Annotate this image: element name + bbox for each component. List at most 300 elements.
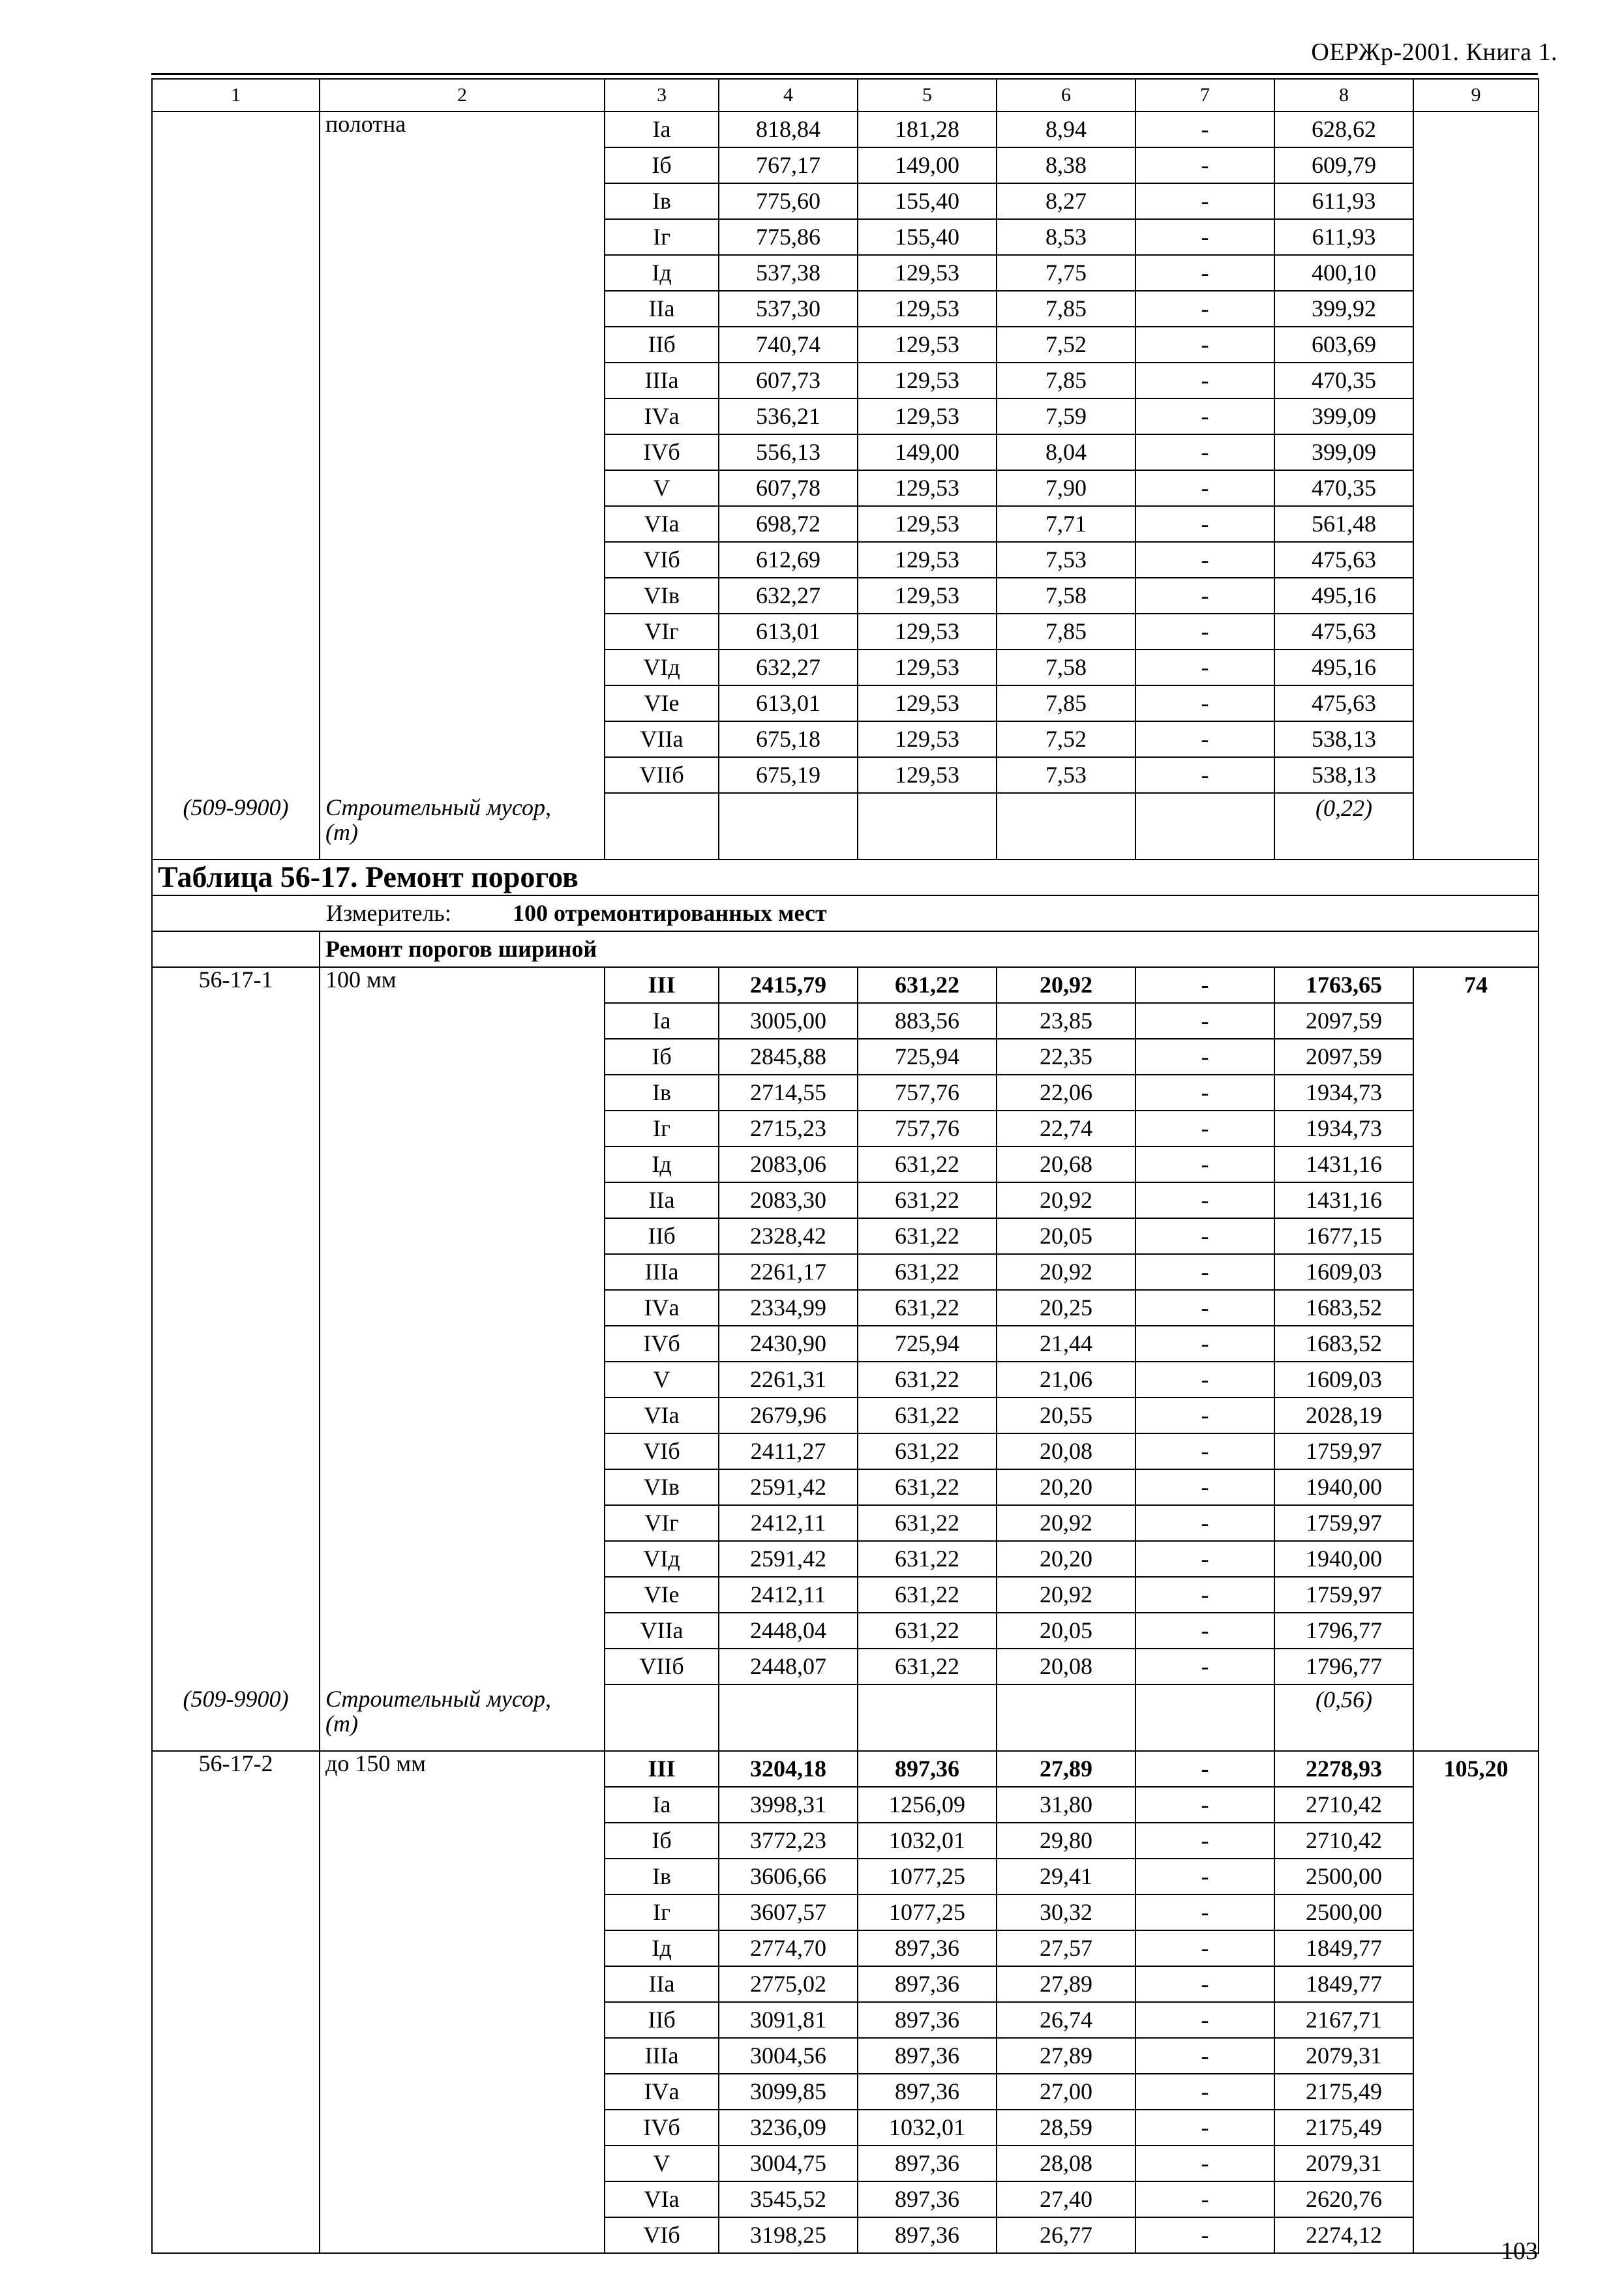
- value-cell: -: [1135, 1469, 1274, 1505]
- blank-cell: [152, 112, 320, 147]
- value-cell: 675,19: [719, 757, 858, 793]
- value-cell: 7,58: [997, 650, 1135, 685]
- column-number: 1: [152, 79, 320, 112]
- item-name-cell: [320, 578, 605, 614]
- table-row: [152, 470, 1539, 506]
- item-name-cell: [320, 2217, 605, 2253]
- column-number: 2: [320, 79, 605, 112]
- value-cell: 2028,19: [1274, 1398, 1413, 1433]
- item-name-cell: [320, 1966, 605, 2002]
- value-cell: -: [1135, 685, 1274, 721]
- col9-cell: [1413, 2110, 1539, 2146]
- value-cell: 2274,12: [1274, 2217, 1413, 2253]
- value-cell: 399,09: [1274, 434, 1413, 470]
- value-cell: 129,53: [858, 721, 997, 757]
- item-name-cell: [320, 1182, 605, 1218]
- item-code-cell: [152, 2038, 320, 2074]
- value-cell: 129,53: [858, 685, 997, 721]
- col9-cell: [1413, 2181, 1539, 2217]
- table-row: [152, 1326, 1539, 1362]
- value-cell: 8,38: [997, 147, 1135, 183]
- resource-unit: (т): [325, 818, 358, 845]
- zone-cell: VIг: [605, 614, 719, 650]
- value-cell: -: [1135, 1541, 1274, 1577]
- zone-cell: Iг: [605, 1894, 719, 1930]
- zone-cell: IVб: [605, 1326, 719, 1362]
- value-cell: -: [1135, 1751, 1274, 1787]
- header-rule: [151, 73, 1538, 75]
- value-cell: 22,74: [997, 1111, 1135, 1146]
- table-row: [152, 327, 1539, 363]
- value-cell: -: [1135, 578, 1274, 614]
- value-cell: 1683,52: [1274, 1326, 1413, 1362]
- value-cell: -: [1135, 1649, 1274, 1684]
- value-cell: 1759,97: [1274, 1577, 1413, 1613]
- blank-cell: [152, 685, 320, 721]
- table-row: [152, 1039, 1539, 1075]
- value-cell: 2175,49: [1274, 2074, 1413, 2110]
- col9-cell: [1413, 1930, 1539, 1966]
- table-row: [152, 757, 1539, 793]
- value-cell: 20,92: [997, 1182, 1135, 1218]
- value-cell: -: [1135, 2074, 1274, 2110]
- column-number: 7: [1135, 79, 1274, 112]
- table-row: [152, 614, 1539, 650]
- blank-cell: [152, 255, 320, 291]
- resource-code-cell: (509-9900): [152, 793, 320, 860]
- column-number: 5: [858, 79, 997, 112]
- col9-cell: [1413, 147, 1539, 183]
- item-name-cell: [320, 1326, 605, 1362]
- value-cell: 897,36: [858, 2181, 997, 2217]
- table-row: [152, 2146, 1539, 2181]
- value-cell: 2278,93: [1274, 1751, 1413, 1787]
- item-name-cell: [320, 470, 605, 506]
- value-cell: 129,53: [858, 363, 997, 398]
- value-cell: 2415,79: [719, 967, 858, 1003]
- value-cell: 3005,00: [719, 1003, 858, 1039]
- value-cell: 3772,23: [719, 1823, 858, 1859]
- zone-cell: VIа: [605, 2181, 719, 2217]
- col9-cell: [1413, 2002, 1539, 2038]
- table-row: [152, 2074, 1539, 2110]
- item-code-cell: [152, 1182, 320, 1218]
- value-cell: 7,59: [997, 398, 1135, 434]
- table-row: [152, 1075, 1539, 1111]
- col9-cell: [1413, 1326, 1539, 1362]
- item-name-cell: [320, 650, 605, 685]
- item-name-cell: [320, 1823, 605, 1859]
- value-cell: -: [1135, 506, 1274, 542]
- rates-table: [151, 78, 1539, 2254]
- item-code-cell: [152, 1111, 320, 1146]
- value-cell: 7,85: [997, 363, 1135, 398]
- value-cell: -: [1135, 1003, 1274, 1039]
- col9-cell: [1413, 1111, 1539, 1146]
- table-row: [152, 1362, 1539, 1398]
- value-cell: 30,32: [997, 1894, 1135, 1930]
- value-cell: 495,16: [1274, 650, 1413, 685]
- value-cell: 2079,31: [1274, 2038, 1413, 2074]
- value-cell: 2097,59: [1274, 1003, 1413, 1039]
- table-row: [152, 1146, 1539, 1182]
- zone-cell: V: [605, 1362, 719, 1398]
- value-cell: 20,92: [997, 1505, 1135, 1541]
- item-name-cell: [320, 1649, 605, 1684]
- value-cell: -: [1135, 757, 1274, 793]
- col9-cell: [1413, 1039, 1539, 1075]
- table-row: [152, 291, 1539, 327]
- value-cell: -: [1135, 363, 1274, 398]
- value-cell: 27,57: [997, 1930, 1135, 1966]
- table-row: [152, 112, 1539, 147]
- col9-cell: [1413, 1541, 1539, 1577]
- value-cell: 1677,15: [1274, 1218, 1413, 1254]
- table-title-row: [152, 860, 1539, 895]
- table-row: [152, 2038, 1539, 2074]
- value-cell: 20,05: [997, 1613, 1135, 1649]
- value-cell: 631,22: [858, 1577, 997, 1613]
- blank-cell: [152, 147, 320, 183]
- value-cell: 475,63: [1274, 614, 1413, 650]
- item-name-cell: [320, 363, 605, 398]
- zone-cell: VIб: [605, 2217, 719, 2253]
- item-name-cell: [320, 291, 605, 327]
- resource-name-cell: [320, 1684, 605, 1751]
- value-cell: 612,69: [719, 542, 858, 578]
- zone-cell: Iб: [605, 1823, 719, 1859]
- value-cell: 631,22: [858, 967, 997, 1003]
- value-cell: 3606,66: [719, 1859, 858, 1894]
- value-cell: 27,89: [997, 2038, 1135, 2074]
- blank-cell: [719, 1684, 858, 1751]
- section-row: [152, 931, 1539, 967]
- value-cell: 7,85: [997, 291, 1135, 327]
- table-row: [152, 1894, 1539, 1930]
- page-number: 103: [1501, 2237, 1538, 2265]
- value-cell: -: [1135, 2146, 1274, 2181]
- value-cell: -: [1135, 147, 1274, 183]
- blank-cell: [152, 578, 320, 614]
- value-cell: 20,92: [997, 1254, 1135, 1290]
- item-name-cell: [320, 685, 605, 721]
- col9-cell: [1413, 398, 1539, 434]
- value-cell: 475,63: [1274, 542, 1413, 578]
- zone-cell: V: [605, 470, 719, 506]
- value-cell: -: [1135, 1894, 1274, 1930]
- zone-cell: Iа: [605, 1003, 719, 1039]
- value-cell: 1849,77: [1274, 1966, 1413, 2002]
- col9-cell: [1413, 1966, 1539, 2002]
- item-code-cell: [152, 2002, 320, 2038]
- item-code-cell: [152, 1930, 320, 1966]
- value-cell: 2620,76: [1274, 2181, 1413, 2217]
- item-name-cell: [320, 327, 605, 363]
- zone-cell: VIа: [605, 1398, 719, 1433]
- col9-cell: [1413, 721, 1539, 757]
- blank-cell: [152, 183, 320, 219]
- item-name-cell: [320, 1146, 605, 1182]
- table-row: [152, 1859, 1539, 1894]
- value-cell: 20,55: [997, 1398, 1135, 1433]
- value-cell: 603,69: [1274, 327, 1413, 363]
- value-cell: 1609,03: [1274, 1254, 1413, 1290]
- blank-cell: [605, 1684, 719, 1751]
- value-cell: 400,10: [1274, 255, 1413, 291]
- value-cell: 129,53: [858, 650, 997, 685]
- col9-cell: [1413, 1003, 1539, 1039]
- value-cell: 27,40: [997, 2181, 1135, 2217]
- value-cell: 1032,01: [858, 2110, 997, 2146]
- value-cell: 155,40: [858, 183, 997, 219]
- value-cell: 631,22: [858, 1254, 997, 1290]
- value-cell: -: [1135, 967, 1274, 1003]
- value-cell: -: [1135, 1930, 1274, 1966]
- value-cell: -: [1135, 183, 1274, 219]
- zone-cell: IIIа: [605, 2038, 719, 2074]
- value-cell: 561,48: [1274, 506, 1413, 542]
- col9-cell: [1413, 685, 1539, 721]
- value-cell: 2412,11: [719, 1505, 858, 1541]
- value-cell: -: [1135, 1218, 1274, 1254]
- value-cell: 2175,49: [1274, 2110, 1413, 2146]
- value-cell: 2167,71: [1274, 2002, 1413, 2038]
- value-cell: 7,90: [997, 470, 1135, 506]
- blank-cell: [858, 1684, 997, 1751]
- value-cell: 23,85: [997, 1003, 1135, 1039]
- col9-cell: [1413, 1577, 1539, 1613]
- blank-cell: [152, 650, 320, 685]
- value-cell: 1940,00: [1274, 1541, 1413, 1577]
- value-cell: -: [1135, 542, 1274, 578]
- zone-cell: VIг: [605, 1505, 719, 1541]
- col9-cell: [1413, 183, 1539, 219]
- table-row: [152, 1469, 1539, 1505]
- col9-cell: [1413, 1362, 1539, 1398]
- table-row: [152, 183, 1539, 219]
- value-cell: 675,18: [719, 721, 858, 757]
- value-cell: 470,35: [1274, 363, 1413, 398]
- item-name-cell: [320, 183, 605, 219]
- blank-cell: [1135, 793, 1274, 860]
- zone-cell: IIа: [605, 1182, 719, 1218]
- zone-cell: IIа: [605, 291, 719, 327]
- item-name-cell: [320, 1075, 605, 1111]
- value-cell: 2710,42: [1274, 1823, 1413, 1859]
- value-cell: 537,30: [719, 291, 858, 327]
- item-name-cell: [320, 1505, 605, 1541]
- value-cell: 7,52: [997, 721, 1135, 757]
- table-row: [152, 685, 1539, 721]
- blank-cell: [997, 793, 1135, 860]
- item-code-cell: [152, 1398, 320, 1433]
- value-cell: -: [1135, 721, 1274, 757]
- value-cell: 3198,25: [719, 2217, 858, 2253]
- value-cell: 27,00: [997, 2074, 1135, 2110]
- value-cell: 632,27: [719, 650, 858, 685]
- value-cell: -: [1135, 1505, 1274, 1541]
- resource-name-cell: [320, 793, 605, 860]
- blank-cell: [152, 506, 320, 542]
- value-cell: 2845,88: [719, 1039, 858, 1075]
- value-cell: 8,94: [997, 112, 1135, 147]
- table-row: [152, 1290, 1539, 1326]
- table-row: [152, 1577, 1539, 1613]
- value-cell: 399,09: [1274, 398, 1413, 434]
- col9-cell: [1413, 219, 1539, 255]
- zone-cell: VIIб: [605, 757, 719, 793]
- value-cell: -: [1135, 2217, 1274, 2253]
- value-cell: -: [1135, 1182, 1274, 1218]
- value-cell: 20,68: [997, 1146, 1135, 1182]
- meter-label: Измеритель:: [326, 899, 451, 926]
- value-cell: 29,80: [997, 1823, 1135, 1859]
- col9-cell: [1413, 1146, 1539, 1182]
- value-cell: 129,53: [858, 757, 997, 793]
- column-number: 4: [719, 79, 858, 112]
- value-cell: 495,16: [1274, 578, 1413, 614]
- item-code-cell: [152, 1823, 320, 1859]
- value-cell: 2774,70: [719, 1930, 858, 1966]
- item-name-cell: [320, 219, 605, 255]
- value-cell: 613,01: [719, 685, 858, 721]
- value-cell: 740,74: [719, 327, 858, 363]
- value-cell: 31,80: [997, 1787, 1135, 1823]
- value-cell: 537,38: [719, 255, 858, 291]
- value-cell: 181,28: [858, 112, 997, 147]
- col9-cell: [1413, 1613, 1539, 1649]
- col9-cell: [1413, 1649, 1539, 1684]
- value-cell: 3998,31: [719, 1787, 858, 1823]
- value-cell: 22,06: [997, 1075, 1135, 1111]
- value-cell: 27,89: [997, 1751, 1135, 1787]
- value-cell: 22,35: [997, 1039, 1135, 1075]
- value-cell: -: [1135, 1433, 1274, 1469]
- zone-cell: Iг: [605, 1111, 719, 1146]
- col9-cell: [1413, 2038, 1539, 2074]
- blank-cell: [152, 363, 320, 398]
- value-cell: -: [1135, 1823, 1274, 1859]
- zone-cell: Iа: [605, 112, 719, 147]
- item-code-cell: [152, 1075, 320, 1111]
- blank-cell: [152, 219, 320, 255]
- debris-row: [152, 793, 1539, 860]
- table-row: [152, 1930, 1539, 1966]
- item-code-cell: 56-17-2: [152, 1751, 320, 1787]
- value-cell: 20,92: [997, 1577, 1135, 1613]
- table-row: [152, 578, 1539, 614]
- item-code-cell: [152, 1787, 320, 1823]
- item-code-cell: [152, 1003, 320, 1039]
- item-name-cell: [320, 614, 605, 650]
- value-cell: 8,04: [997, 434, 1135, 470]
- value-cell: 8,53: [997, 219, 1135, 255]
- item-code-cell: [152, 1966, 320, 2002]
- col9-cell: 74: [1413, 967, 1539, 1003]
- value-cell: 2079,31: [1274, 2146, 1413, 2181]
- item-name-cell: [320, 1577, 605, 1613]
- col9-cell: [1413, 1218, 1539, 1254]
- value-cell: 897,36: [858, 1751, 997, 1787]
- value-cell: 631,22: [858, 1218, 997, 1254]
- col9-cell: [1413, 578, 1539, 614]
- item-name-cell: [320, 2181, 605, 2217]
- item-code-cell: [152, 1894, 320, 1930]
- value-cell: 3607,57: [719, 1894, 858, 1930]
- value-cell: 538,13: [1274, 757, 1413, 793]
- value-cell: 129,53: [858, 327, 997, 363]
- value-cell: 2710,42: [1274, 1787, 1413, 1823]
- table-row: [152, 1254, 1539, 1290]
- item-name-cell: [320, 2074, 605, 2110]
- zone-cell: VIа: [605, 506, 719, 542]
- col9-cell: [1413, 614, 1539, 650]
- resource-name-line: Строительный мусор,: [325, 1686, 551, 1712]
- zone-cell: Iд: [605, 255, 719, 291]
- zone-cell: Iд: [605, 1930, 719, 1966]
- item-name-cell: [320, 1859, 605, 1894]
- value-cell: -: [1135, 2181, 1274, 2217]
- item-name-cell: [320, 1254, 605, 1290]
- column-number: 8: [1274, 79, 1413, 112]
- zone-cell: VIIа: [605, 721, 719, 757]
- zone-cell: IVа: [605, 398, 719, 434]
- col9-cell: [1413, 1894, 1539, 1930]
- value-cell: 1431,16: [1274, 1146, 1413, 1182]
- zone-cell: VIIб: [605, 1649, 719, 1684]
- table-row: [152, 1966, 1539, 2002]
- value-cell: 607,78: [719, 470, 858, 506]
- value-cell: 2083,06: [719, 1146, 858, 1182]
- table-row: [152, 2110, 1539, 2146]
- meter-cell: [152, 895, 1539, 931]
- item-name-cell: [320, 434, 605, 470]
- value-cell: 2328,42: [719, 1218, 858, 1254]
- value-cell: 698,72: [719, 506, 858, 542]
- item-name-cell: до 150 мм: [320, 1751, 605, 1787]
- item-code-cell: 56-17-1: [152, 967, 320, 1003]
- item-name-cell: [320, 1469, 605, 1505]
- value-cell: -: [1135, 1290, 1274, 1326]
- value-cell: -: [1135, 2002, 1274, 2038]
- value-cell: 2500,00: [1274, 1894, 1413, 1930]
- blank-cell: [152, 721, 320, 757]
- zone-cell: IVб: [605, 434, 719, 470]
- value-cell: 2261,17: [719, 1254, 858, 1290]
- value-cell: 2334,99: [719, 1290, 858, 1326]
- value-cell: -: [1135, 650, 1274, 685]
- col9-cell: [1413, 1182, 1539, 1218]
- zone-cell: VIв: [605, 1469, 719, 1505]
- item-code-cell: [152, 1146, 320, 1182]
- item-code-cell: [152, 1362, 320, 1398]
- value-cell: 7,58: [997, 578, 1135, 614]
- col9-cell: [1413, 542, 1539, 578]
- table-row: [152, 1111, 1539, 1146]
- value-cell: 1759,97: [1274, 1433, 1413, 1469]
- col9-cell: [1413, 1254, 1539, 1290]
- value-cell: 897,36: [858, 2002, 997, 2038]
- table-title: Таблица 56-17. Ремонт порогов: [152, 860, 1539, 895]
- col9-cell: [1413, 1075, 1539, 1111]
- value-cell: 2083,30: [719, 1182, 858, 1218]
- value-cell: 631,22: [858, 1362, 997, 1398]
- blank-cell: [719, 793, 858, 860]
- value-cell: 7,52: [997, 327, 1135, 363]
- col9-cell: [1413, 757, 1539, 793]
- blank-cell: [152, 542, 320, 578]
- item-code-cell: [152, 1254, 320, 1290]
